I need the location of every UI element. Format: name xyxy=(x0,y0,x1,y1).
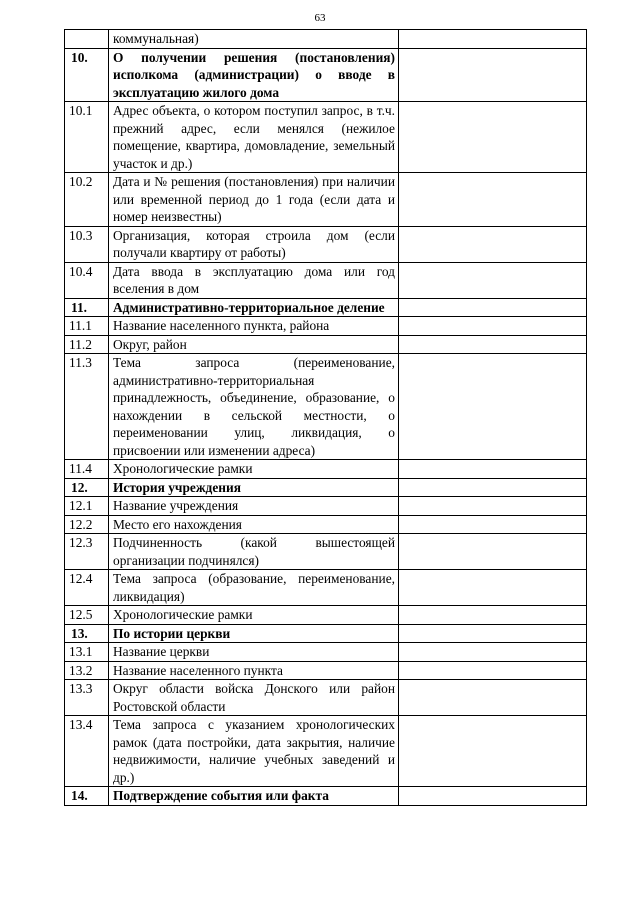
row-number: 11. xyxy=(65,298,109,317)
row-number: 10.2 xyxy=(65,173,109,227)
table-row xyxy=(65,317,587,336)
row-number: 11.3 xyxy=(65,354,109,460)
row-number: 13.3 xyxy=(65,680,109,716)
answer-cell[interactable] xyxy=(399,478,587,497)
table-row xyxy=(65,102,587,173)
row-description: Дата ввода в эксплуатацию дома или год вселения в дом xyxy=(109,262,399,298)
row-number: 13.4 xyxy=(65,716,109,787)
row-description: Хронологические рамки xyxy=(109,460,399,479)
row-number: 12.3 xyxy=(65,534,109,570)
table-row xyxy=(65,661,587,680)
table-row xyxy=(65,226,587,262)
section-title: По истории церкви xyxy=(109,624,399,643)
row-number: 12.2 xyxy=(65,515,109,534)
row-description: Организация, которая строила дом (если получали квартиру от работы) xyxy=(109,226,399,262)
section-title: О получении решения (постановления) исполкома (администрации) о вводе в эксплуатацию жилого дома xyxy=(109,48,399,102)
row-description: Адрес объекта, о котором поступил запрос, в т.ч. прежний адрес, если менялся (нежилое помещение, квартира, домовладение, земельный участок и др.) xyxy=(109,102,399,173)
answer-cell[interactable] xyxy=(399,680,587,716)
answer-cell[interactable] xyxy=(399,354,587,460)
section-header-row xyxy=(65,298,587,317)
row-number: 10.3 xyxy=(65,226,109,262)
row-number: 13.2 xyxy=(65,661,109,680)
row-number: 11.1 xyxy=(65,317,109,336)
row-number: 13. xyxy=(65,624,109,643)
table-row xyxy=(65,643,587,662)
answer-cell[interactable] xyxy=(399,661,587,680)
table-row xyxy=(65,570,587,606)
answer-cell[interactable] xyxy=(399,317,587,336)
row-number: 12. xyxy=(65,478,109,497)
row-number: 14. xyxy=(65,787,109,806)
row-description: Тема запроса с указанием хронологических рамок (дата постройки, дата закрытия, наличие недвижимости, наличие учебных заведений и др.) xyxy=(109,716,399,787)
row-description: Название населенного пункта, района xyxy=(109,317,399,336)
answer-cell[interactable] xyxy=(399,335,587,354)
row-number: 10.1 xyxy=(65,102,109,173)
answer-cell[interactable] xyxy=(399,30,587,49)
row-description: Название населенного пункта xyxy=(109,661,399,680)
table-row xyxy=(65,335,587,354)
answer-cell[interactable] xyxy=(399,534,587,570)
section-title: История учреждения xyxy=(109,478,399,497)
table-row xyxy=(65,515,587,534)
request-form-table xyxy=(64,29,587,806)
row-description: Округ области войска Донского или район Ростовской области xyxy=(109,680,399,716)
answer-cell[interactable] xyxy=(399,624,587,643)
row-description: Тема запроса (образование, переименование, ликвидация) xyxy=(109,570,399,606)
section-header-row xyxy=(65,787,587,806)
table-row xyxy=(65,173,587,227)
answer-cell[interactable] xyxy=(399,173,587,227)
section-title: Подтверждение события или факта xyxy=(109,787,399,806)
answer-cell[interactable] xyxy=(399,497,587,516)
row-number: 13.1 xyxy=(65,643,109,662)
answer-cell[interactable] xyxy=(399,643,587,662)
answer-cell[interactable] xyxy=(399,570,587,606)
row-description: коммунальная) xyxy=(109,30,399,49)
row-description: Название церкви xyxy=(109,643,399,662)
row-number xyxy=(65,30,109,49)
answer-cell[interactable] xyxy=(399,102,587,173)
section-title: Административно-территориальное деление xyxy=(109,298,399,317)
section-header-row xyxy=(65,48,587,102)
table-row xyxy=(65,534,587,570)
table-row xyxy=(65,30,587,49)
row-number: 10.4 xyxy=(65,262,109,298)
answer-cell[interactable] xyxy=(399,716,587,787)
table-row xyxy=(65,460,587,479)
row-number: 10. xyxy=(65,48,109,102)
table-row xyxy=(65,262,587,298)
row-number: 12.1 xyxy=(65,497,109,516)
table-row xyxy=(65,680,587,716)
row-number: 11.4 xyxy=(65,460,109,479)
row-description: Место его нахождения xyxy=(109,515,399,534)
section-header-row xyxy=(65,478,587,497)
answer-cell[interactable] xyxy=(399,226,587,262)
table-row xyxy=(65,497,587,516)
answer-cell[interactable] xyxy=(399,606,587,625)
answer-cell[interactable] xyxy=(399,460,587,479)
row-description: Дата и № решения (постановления) при наличии или временной период до 1 года (если дата и номер неизвестны) xyxy=(109,173,399,227)
row-description: Название учреждения xyxy=(109,497,399,516)
table-row xyxy=(65,716,587,787)
table-row xyxy=(65,354,587,460)
answer-cell[interactable] xyxy=(399,298,587,317)
row-description: Подчиненность (какой вышестоящей организации подчинялся) xyxy=(109,534,399,570)
section-header-row xyxy=(65,624,587,643)
answer-cell[interactable] xyxy=(399,262,587,298)
row-description: Хронологические рамки xyxy=(109,606,399,625)
row-number: 12.4 xyxy=(65,570,109,606)
page-number: 63 xyxy=(314,12,326,24)
answer-cell[interactable] xyxy=(399,515,587,534)
row-description: Тема запроса (переименование, административно-территориальная принадлежность, объединение, образование, о нахождении в сельской местности, о переименовании улиц, ликвидация, о присвоении или изменении адреса) xyxy=(109,354,399,460)
row-number: 12.5 xyxy=(65,606,109,625)
table-row xyxy=(65,606,587,625)
row-number: 11.2 xyxy=(65,335,109,354)
row-description: Округ, район xyxy=(109,335,399,354)
answer-cell[interactable] xyxy=(399,787,587,806)
answer-cell[interactable] xyxy=(399,48,587,102)
